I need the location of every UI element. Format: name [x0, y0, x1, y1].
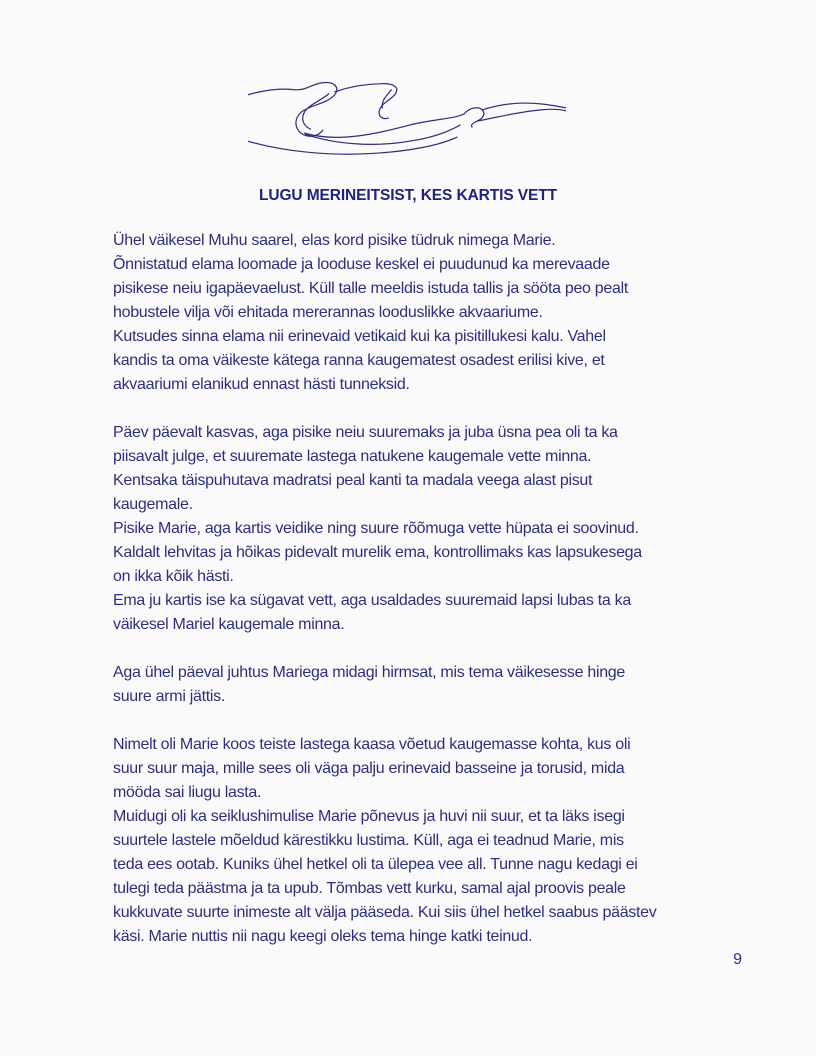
story-line: mööda sai liugu lasta.: [113, 784, 262, 801]
story-line: piisavalt julge, et suuremate lastega natukene kaugemale vette minna.: [113, 448, 592, 465]
story-line: pisikese neiu igapäevaelust. Küll talle meeldis istuda tallis ja sööta peo pealt: [113, 280, 628, 297]
story-line: tulegi teda päästma ja ta upub. Tõmbas vett kurku, samal ajal proovis peale: [113, 880, 626, 897]
story-line: käsi. Marie nuttis nii nagu keegi oleks tema hinge katki teinud.: [113, 928, 533, 945]
story-line: Ühel väikesel Muhu saarel, elas kord pisike tüdruk nimega Marie.: [113, 232, 556, 249]
story-line: Kentsaka täispuhutava madratsi peal kanti ta madala veega alast pisut: [113, 472, 593, 489]
story-line: Nimelt oli Marie koos teiste lastega kaasa võetud kaugemasse kohta, kus oli: [113, 736, 631, 753]
story-line: teda ees ootab. Kuniks ühel hetkel oli ta ülepea vee all. Tunne nagu kedagi ei: [113, 856, 638, 873]
story-line: väikesel Mariel kaugemale minna.: [113, 616, 345, 633]
story-line: Õnnistatud elama loomade ja looduse keskel ei puudunud ka merevaade: [113, 256, 610, 273]
story-text: [113, 229, 713, 949]
story-paragraph: [113, 661, 713, 709]
story-line: Kaldalt lehvitas ja hõikas pidevalt murelik ema, kontrollimaks kas lapsukesega: [113, 544, 642, 561]
story-line: Päev päevalt kasvas, aga pisike neiu suuremaks ja juba üsna pea oli ta ka: [113, 424, 618, 441]
story-line: hobustele vilja või ehitada mererannas looduslikke akvaariume.: [113, 304, 543, 321]
story-paragraph: [113, 229, 713, 397]
story-line: Kutsudes sinna elama nii erinevaid vetikaid kui ka pisitillukesi kalu. Vahel: [113, 328, 606, 345]
story-line: on ikka kõik hästi.: [113, 568, 234, 585]
story-line: Ema ju kartis ise ka sügavat vett, aga usaldades suuremaid lapsi lubas ta ka: [113, 592, 631, 609]
story-line: akvaariumi elanikud ennast hästi tunneksid.: [113, 376, 410, 393]
story-title: LUGU MERINEITSIST, KES KARTIS VETT: [258, 187, 557, 204]
story-line: Pisike Marie, aga kartis veidike ning suure rõõmuga vette hüpata ei soovinud.: [113, 520, 639, 537]
story-line: suure armi jättis.: [113, 688, 225, 705]
page-number: 9: [733, 951, 742, 968]
story-line: suurtele lastele mõeldud kärestikku lustima. Küll, aga ei teadnud Marie, mis: [113, 832, 624, 849]
story-line: kandis ta oma väikeste kätega ranna kaugematest osadest erilisi kive, et: [113, 352, 605, 369]
waves-icon: [248, 80, 566, 158]
story-line: Muidugi oli ka seiklushimulise Marie põnevus ja huvi nii suur, et ta läks isegi: [113, 808, 625, 825]
story-line: Aga ühel päeval juhtus Mariega midagi hirmsat, mis tema väikesesse hinge: [113, 664, 626, 681]
story-line: kaugemale.: [113, 496, 193, 513]
story-line: kukkuvate suurte inimeste alt välja pääseda. Kui siis ühel hetkel saabus päästev: [113, 904, 657, 921]
ocean-waves-illustration: [248, 80, 566, 158]
story-paragraph: [113, 421, 713, 637]
story-paragraph: [113, 733, 713, 949]
story-line: suur suur maja, mille sees oli väga palju erinevaid basseine ja torusid, mida: [113, 760, 625, 777]
